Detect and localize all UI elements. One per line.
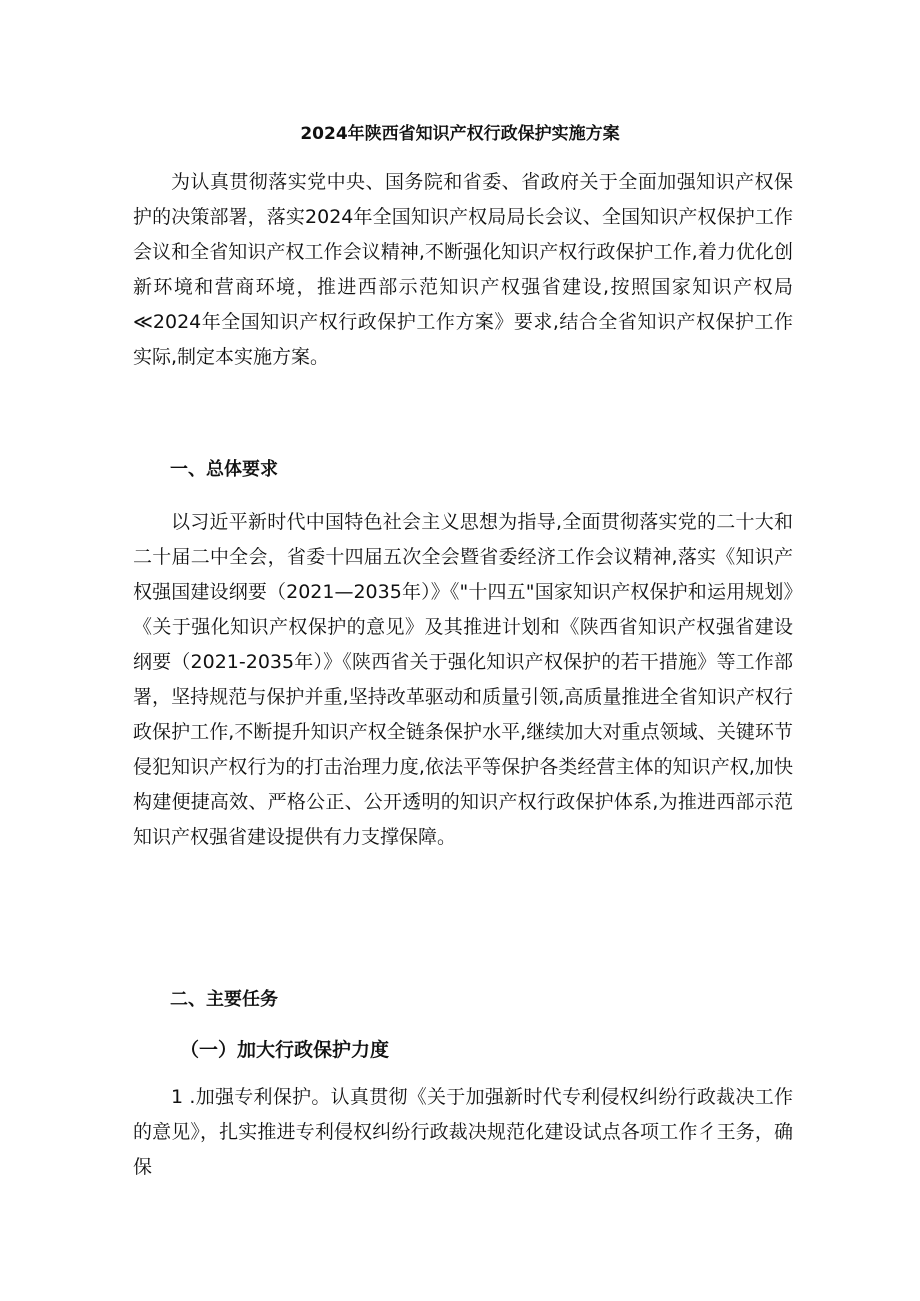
section-heading-general-requirements: 一、总体要求 — [170, 459, 278, 480]
document-title: 2024年陕西省知识产权行政保护实施方案 — [300, 124, 620, 144]
section-heading-main-tasks: 二、主要任务 — [170, 989, 278, 1010]
item-patent-protection-paragraph: 1 .加强专利保护。认真贯彻《关于加强新时代专利侵权纠纷行政裁决工作的意见》，扎实推进专利侵权纠纷行政裁决规范化建设试点各项工作彳王务，确保 — [133, 1086, 793, 1178]
subsection-heading-admin-protection: （一）加大行政保护力度 — [180, 1039, 390, 1061]
intro-paragraph: 为认真贯彻落实党中央、国务院和省委、省政府关于全面加强知识产权保护的决策部署，落实2024年全国知识产权局局长会议、全国知识产权保护工作会议和全省知识产权工作会议精神,不断强化知识产权行政保护工作,着力优化创新环境和营商环境，推进西部示范知识产权强省建设,按照国家知识产权局≪2024年全国知识产权行政保护工作方案》要求,结合全省知识产权保护工作实际,制定本实施方案。 — [133, 171, 793, 368]
general-requirements-paragraph: 以习近平新时代中国特色社会主义思想为指导,全面贯彻落实党的二十大和二十届二中全会，省委十四届五次全会暨省委经济工作会议精神,落实《知识产权强国建设纲要（2021—2035年）》《"十四五"国家知识产权保护和运用规划》《关于强化知识产权保护的意见》及其推进计划和《陕西省知识产权强省建设纲要（2021-2035年）》《陕西省关于强化知识产权保护的若干措施》等工作部署，坚持规范与保护并重,坚持改革驱动和质量引领,高质量推进全省知识产权行政保护工作,不断提升知识产权全链条保护水平,继续加大对重点领域、关键环节侵犯知识产权行为的打击治理力度,依法平等保护各类经营主体的知识产权,加快构建便捷高效、严格公正、公开透明的知识产权行政保护体系,为推进西部示范知识产权强省建设提供有力支撑保障。 — [133, 511, 793, 848]
